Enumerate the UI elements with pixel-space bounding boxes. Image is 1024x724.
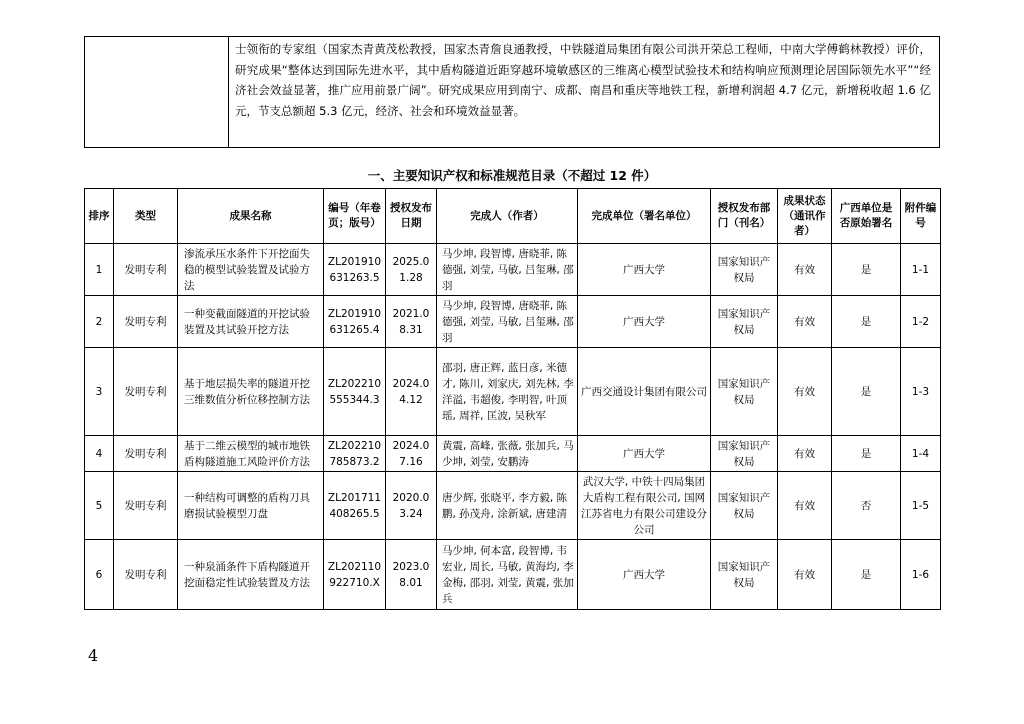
page-number: 4	[88, 646, 99, 665]
title-cell: 渗流承压水条件下开挖面失稳的模型试验装置及试验方法	[178, 244, 324, 296]
table-row	[85, 244, 941, 296]
table-header-row	[85, 189, 941, 244]
rank-cell: 5	[85, 472, 114, 540]
type-cell: 发明专利	[114, 436, 178, 472]
type-cell: 发明专利	[114, 348, 178, 436]
header-cell: 完成人（作者）	[437, 189, 578, 244]
status-cell: 有效	[778, 436, 832, 472]
attachment-cell: 1-1	[901, 244, 941, 296]
rank-cell: 2	[85, 296, 114, 348]
dept-cell: 国家知识产权局	[711, 244, 778, 296]
status-cell: 有效	[778, 472, 832, 540]
unit-cell: 武汉大学, 中铁十四局集团大盾构工程有限公司, 国网江苏省电力有限公司建设分公司	[578, 472, 711, 540]
table-row	[85, 540, 941, 610]
code-cell: ZL202210785873.2	[324, 436, 386, 472]
header-cell: 类型	[114, 189, 178, 244]
type-cell: 发明专利	[114, 296, 178, 348]
rank-cell: 6	[85, 540, 114, 610]
ip-table	[84, 188, 941, 610]
date-cell: 2021.08.31	[386, 296, 437, 348]
type-cell: 发明专利	[114, 244, 178, 296]
unit-cell: 广西交通设计集团有限公司	[578, 348, 711, 436]
date-cell: 2020.03.24	[386, 472, 437, 540]
dept-cell: 国家知识产权局	[711, 472, 778, 540]
guangxi-cell: 是	[832, 296, 901, 348]
date-cell: 2024.07.16	[386, 436, 437, 472]
date-cell: 2024.04.12	[386, 348, 437, 436]
header-cell: 成果名称	[178, 189, 324, 244]
header-cell: 编号（年卷页；版号）	[324, 189, 386, 244]
status-cell: 有效	[778, 540, 832, 610]
type-cell: 发明专利	[114, 540, 178, 610]
status-cell: 有效	[778, 296, 832, 348]
table-row	[85, 472, 941, 540]
unit-cell: 广西大学	[578, 436, 711, 472]
header-cell: 附件编号	[901, 189, 941, 244]
title-cell: 一种结构可调整的盾构刀具磨损试验模型刀盘	[178, 472, 324, 540]
status-cell: 有效	[778, 348, 832, 436]
authors-cell: 马少坤, 段智博, 唐晓菲, 陈德强, 刘莹, 马敏, 吕玺琳, 邵羽	[437, 244, 578, 296]
section-heading: 一、主要知识产权和标准规范目录（不超过 12 件）	[367, 168, 657, 183]
title-cell: 基于二维云模型的城市地铁盾构隧道施工风险评价方法	[178, 436, 324, 472]
code-cell: ZL201711408265.5	[324, 472, 386, 540]
rank-cell: 3	[85, 348, 114, 436]
authors-cell: 黄震, 高峰, 张薇, 张加兵, 马少坤, 刘莹, 安鹏涛	[437, 436, 578, 472]
unit-cell: 广西大学	[578, 540, 711, 610]
authors-cell: 马少坤, 段智博, 唐晓菲, 陈德强, 刘莹, 马敏, 吕玺琳, 邵羽	[437, 296, 578, 348]
title-cell: 基于地层损失率的隧道开挖三维数值分析位移控制方法	[178, 348, 324, 436]
type-cell: 发明专利	[114, 472, 178, 540]
header-cell: 成果状态（通讯作者）	[778, 189, 832, 244]
attachment-cell: 1-3	[901, 348, 941, 436]
evaluation-paragraph: 士领衔的专家组（国家杰青黄茂松教授，国家杰青詹良通教授，中铁隧道局集团有限公司洪开荣总工程师，中南大学傅鹤林教授）评价，研究成果“整体达到国际先进水平，其中盾构隧道近距穿越环境敏感区的三维离心模型试验技术和结构响应预测理论居国际领先水平”“经济社会效益显著，推广应用前景广阔”。研究成果应用到南宁、成都、南昌和重庆等地铁工程，新增利润超 4.7 亿元，新增税收超 1.6 亿元，节支总额超 5.3 亿元，经济、社会和环境效益显著。	[235, 42, 931, 118]
dept-cell: 国家知识产权局	[711, 436, 778, 472]
title-cell: 一种泉涌条件下盾构隧道开挖面稳定性试验装置及方法	[178, 540, 324, 610]
attachment-cell: 1-5	[901, 472, 941, 540]
empty-label-cell	[85, 37, 229, 147]
guangxi-cell: 是	[832, 540, 901, 610]
table-row	[85, 296, 941, 348]
guangxi-cell: 是	[832, 436, 901, 472]
code-cell: ZL202110922710.X	[324, 540, 386, 610]
header-cell: 广西单位是否原始署名	[832, 189, 901, 244]
attachment-cell: 1-2	[901, 296, 941, 348]
table-row	[85, 436, 941, 472]
date-cell: 2025.01.28	[386, 244, 437, 296]
title-cell: 一种变截面隧道的开挖试验装置及其试验开挖方法	[178, 296, 324, 348]
guangxi-cell: 否	[832, 472, 901, 540]
header-cell: 授权发布部门（刊名）	[711, 189, 778, 244]
header-cell: 完成单位（署名单位）	[578, 189, 711, 244]
unit-cell: 广西大学	[578, 244, 711, 296]
authors-cell: 唐少辉, 张晓平, 李方毅, 陈鹏, 孙茂舟, 涂新斌, 唐建清	[437, 472, 578, 540]
header-cell: 授权发布日期	[386, 189, 437, 244]
code-cell: ZL201910631265.4	[324, 296, 386, 348]
guangxi-cell: 是	[832, 348, 901, 436]
header-cell: 排序	[85, 189, 114, 244]
unit-cell: 广西大学	[578, 296, 711, 348]
code-cell: ZL201910631263.5	[324, 244, 386, 296]
continued-text-box	[84, 36, 940, 148]
dept-cell: 国家知识产权局	[711, 540, 778, 610]
guangxi-cell: 是	[832, 244, 901, 296]
code-cell: ZL202210555344.3	[324, 348, 386, 436]
attachment-cell: 1-4	[901, 436, 941, 472]
rank-cell: 4	[85, 436, 114, 472]
authors-cell: 邵羽, 唐正辉, 蓝日彦, 米德才, 陈川, 刘家庆, 刘先林, 李洋溢, 韦超俊, 李明智, 叶顶瑶, 周祥, 匡波, 吴秋军	[437, 348, 578, 436]
dept-cell: 国家知识产权局	[711, 296, 778, 348]
status-cell: 有效	[778, 244, 832, 296]
date-cell: 2023.08.01	[386, 540, 437, 610]
table-row	[85, 348, 941, 436]
attachment-cell: 1-6	[901, 540, 941, 610]
dept-cell: 国家知识产权局	[711, 348, 778, 436]
authors-cell: 马少坤, 何本富, 段智博, 韦宏业, 周长, 马敏, 黄海均, 李金梅, 邵羽, 刘莹, 黄震, 张加兵	[437, 540, 578, 610]
rank-cell: 1	[85, 244, 114, 296]
